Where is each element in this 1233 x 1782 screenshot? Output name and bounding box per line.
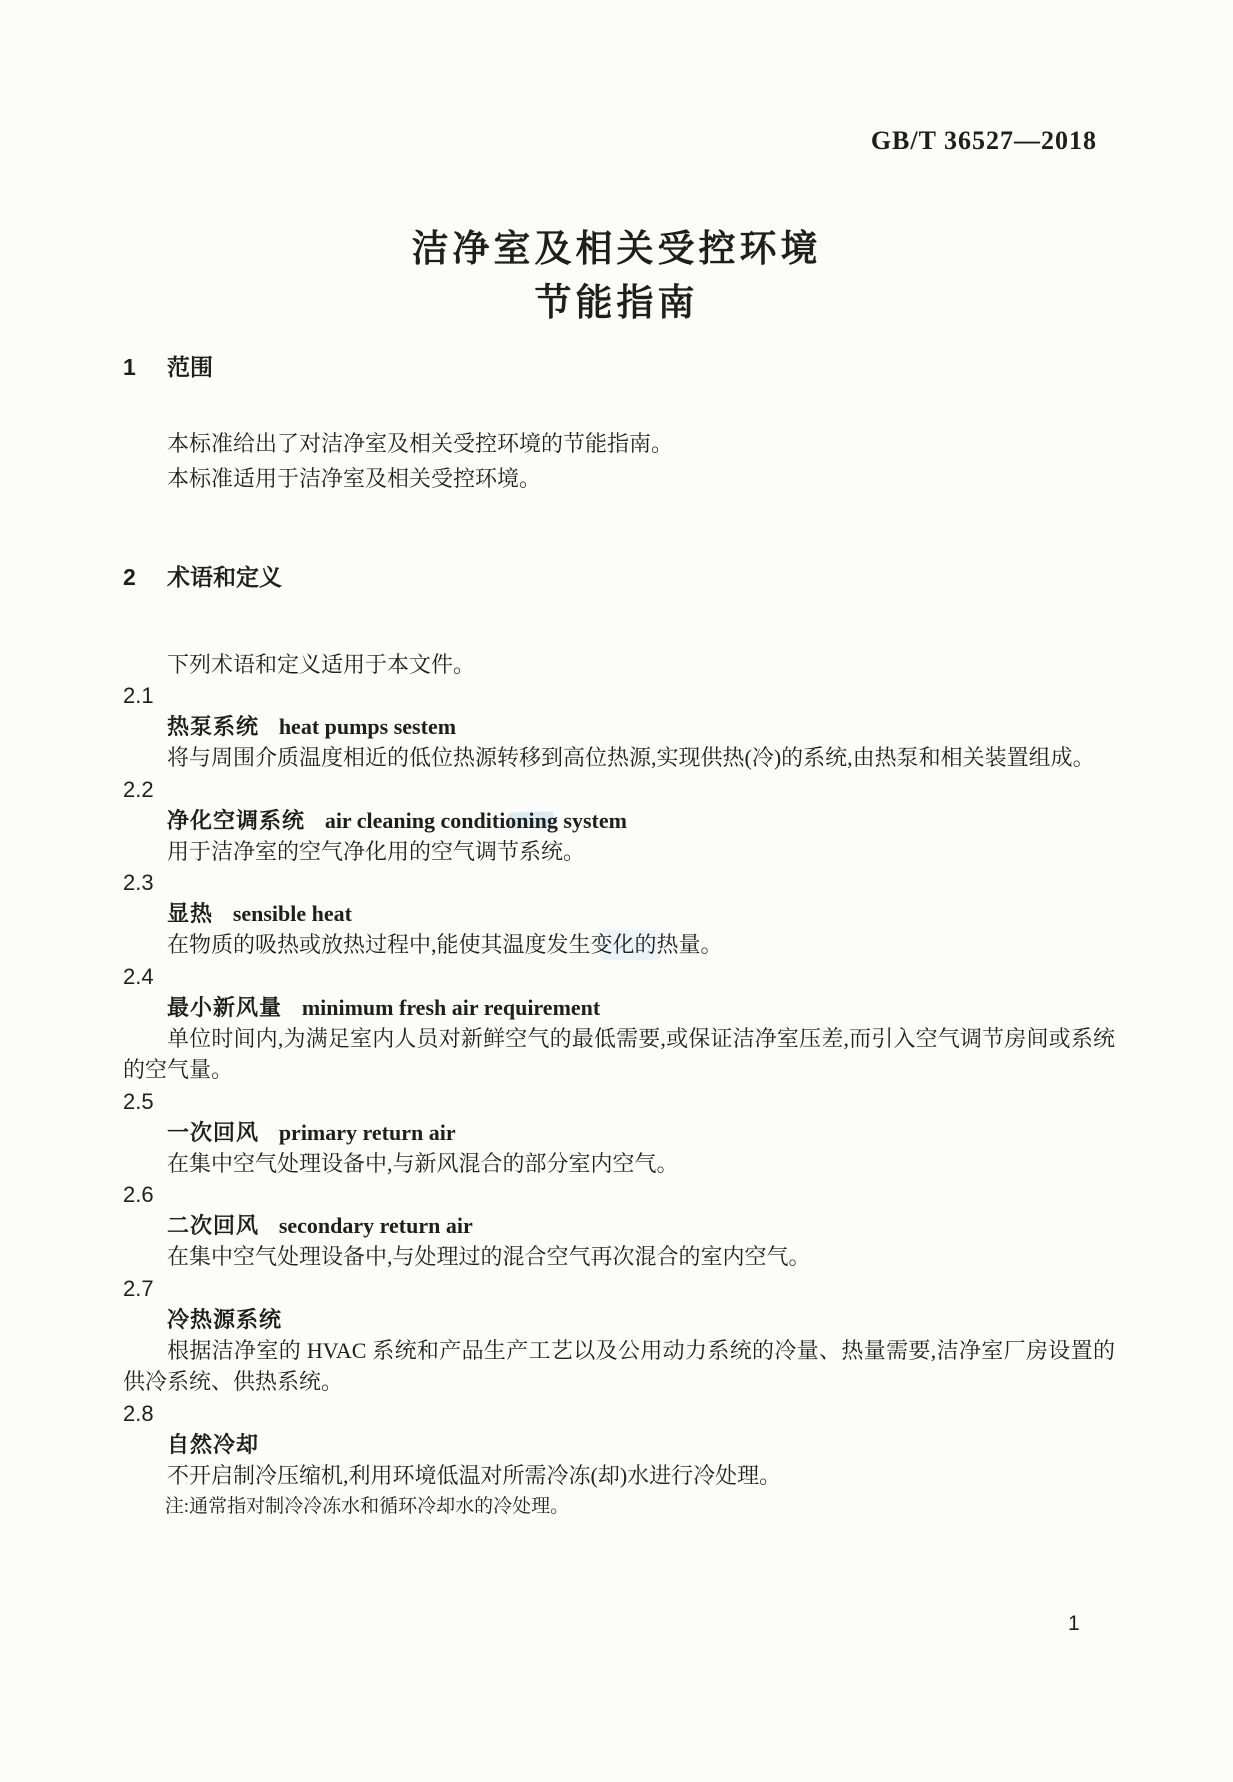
section-2-title: 术语和定义 [167, 564, 282, 590]
term-en: primary return air [278, 1119, 456, 1145]
term-heading [123, 1117, 1115, 1148]
term-definition: 单位时间内,为满足室内人员对新鲜空气的最低需要,或保证洁净室压差,而引入空气调节房间或系统的空气量。 [123, 1025, 1115, 1082]
section-1-number: 1 [123, 354, 136, 380]
term-zh: 热泵系统 [167, 714, 260, 739]
term-number: 2.6 [123, 1182, 154, 1207]
term-block-2-4 [123, 961, 1115, 1086]
term-zh: 最小新风量 [167, 994, 283, 1020]
term-block-2-1 [123, 680, 1115, 774]
section-2-heading [123, 562, 1115, 592]
term-heading [123, 992, 1115, 1023]
section-1-heading [123, 352, 1115, 382]
section-1-title: 范围 [167, 354, 213, 380]
term-heading [123, 898, 1115, 929]
term-definition: 将与周围介质温度相近的低位热源转移到高位热源,实现供热(冷)的系统,由热泵和相关装置组成。 [167, 745, 1095, 770]
term-heading [123, 711, 1115, 742]
scope-paragraph-1: 本标准给出了对洁净室及相关受控环境的节能指南。 [167, 431, 674, 456]
section-1-body [123, 426, 1115, 496]
term-zh: 净化空调系统 [167, 807, 306, 833]
term-note: 注:通常指对制冷冷冻水和循环冷却水的冷处理。 [164, 1496, 570, 1517]
term-heading [123, 805, 1115, 836]
term-en: minimum fresh air requirement [301, 994, 601, 1020]
section-2-number: 2 [123, 564, 136, 590]
document-title-line2: 节能指南 [534, 282, 699, 323]
term-block-2-6 [123, 1179, 1115, 1273]
term-heading [123, 1304, 1115, 1335]
term-block-2-2 [123, 774, 1115, 868]
term-number: 2.4 [123, 963, 154, 989]
term-block-2-5 [123, 1086, 1115, 1180]
term-zh: 一次回风 [167, 1119, 260, 1145]
term-zh: 自然冷却 [167, 1431, 260, 1457]
term-block-2-7 [123, 1273, 1115, 1398]
term-number: 2.8 [123, 1400, 154, 1426]
term-definition: 在集中空气处理设备中,与处理过的混合空气再次混合的室内空气。 [167, 1244, 811, 1269]
term-number: 2.2 [123, 776, 154, 802]
term-number: 2.7 [123, 1275, 154, 1301]
term-heading [123, 1210, 1115, 1241]
term-en: sensible heat [232, 901, 352, 926]
term-definition: 在集中空气处理设备中,与新风混合的部分室内空气。 [167, 1150, 679, 1176]
terms-intro: 下列术语和定义适用于本文件。 [167, 652, 476, 677]
term-number: 2.1 [123, 683, 154, 708]
term-heading [123, 1429, 1115, 1460]
term-zh: 显热 [167, 901, 214, 926]
page-number: 1 [1068, 1612, 1080, 1635]
term-en: air cleaning conditioning system [324, 807, 627, 833]
term-definition: 用于洁净室的空气净化用的空气调节系统。 [167, 838, 586, 864]
terms-list [123, 680, 1115, 1521]
term-number: 2.3 [123, 870, 154, 895]
document-title-line1: 洁净室及相关受控环境 [411, 228, 822, 269]
term-zh: 二次回风 [167, 1213, 260, 1238]
term-en: secondary return air [278, 1213, 473, 1238]
scope-paragraph-2: 本标准适用于洁净室及相关受控环境。 [167, 466, 542, 491]
term-block-2-3 [123, 867, 1115, 961]
term-definition: 根据洁净室的 HVAC 系统和产品生产工艺以及公用动力系统的冷量、热量需要,洁净室厂房设置的供冷系统、供热系统。 [123, 1337, 1115, 1394]
term-definition: 在物质的吸热或放热过程中,能使其温度发生变化的热量。 [167, 932, 723, 957]
term-zh: 冷热源系统 [167, 1306, 283, 1332]
term-block-2-8 [123, 1398, 1115, 1522]
term-definition: 不开启制冷压缩机,利用环境低温对所需冷冻(却)水进行冷处理。 [167, 1462, 782, 1488]
term-number: 2.5 [123, 1088, 154, 1114]
standard-number: GB/T 36527—2018 [870, 126, 1097, 155]
term-en: heat pumps sestem [278, 714, 457, 739]
